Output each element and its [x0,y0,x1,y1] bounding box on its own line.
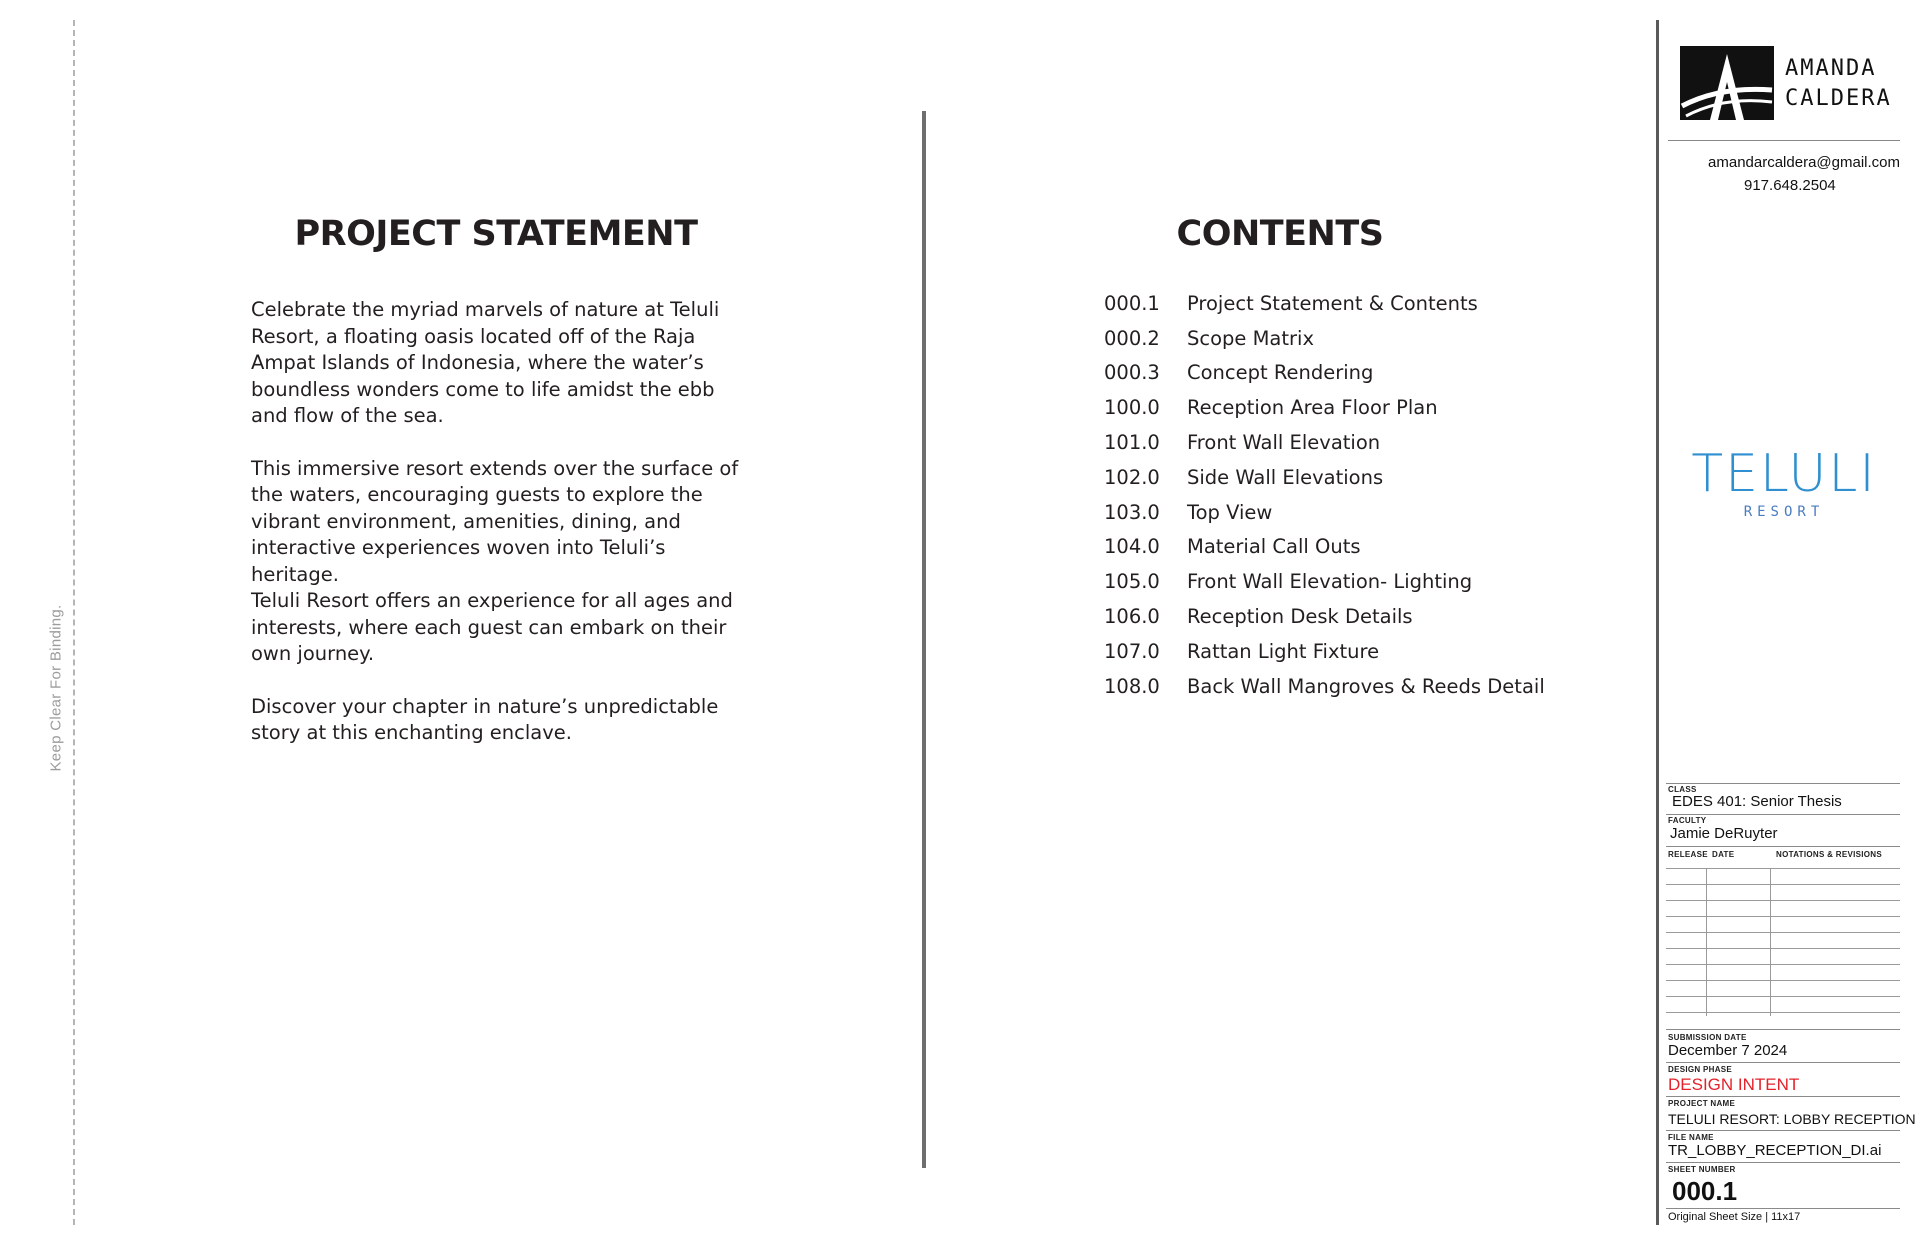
submission-date-value: December 7 2024 [1668,1042,1788,1059]
sheet-title: Scope Matrix [1187,326,1314,350]
tb-divider [1666,814,1900,815]
sheet-number: 000.3 [1104,361,1160,385]
sheet-number: 102.0 [1104,465,1160,489]
statement-heading-wrap [251,214,741,254]
project-name-label: PROJECT NAME [1668,1099,1736,1108]
sheet-number-value: 000.1 [1672,1176,1738,1206]
tb-divider [1666,1208,1900,1209]
contents-item [1104,390,1624,425]
center-divider [922,111,926,1168]
sheet-number: 000.1 [1104,291,1160,315]
designer-phone: 917.648.2504 [1744,177,1836,194]
logo-divider [1668,140,1900,141]
class-label: CLASS [1668,785,1697,794]
statement-paragraph: Discover your chapter in nature’s unpredictable story at this enchanting enclave. [251,694,719,744]
contents-item [1104,634,1624,669]
tb-divider [1666,846,1900,847]
sheet-number: 103.0 [1104,500,1160,524]
contents-item [1104,286,1624,321]
release-label: RELEASE [1668,850,1708,859]
sheet-title: Reception Area Floor Plan [1187,396,1438,420]
sheet-number: 101.0 [1104,431,1160,455]
tb-divider [1666,783,1900,784]
revision-grid-column [1770,868,1771,1016]
project-statement [251,297,751,773]
tb-divider [1666,1029,1900,1030]
revision-grid-line [1666,916,1900,917]
contents-item [1104,599,1624,634]
revision-grid-line [1666,1012,1900,1013]
contents-list [1104,286,1624,704]
contents-item [1104,321,1624,356]
statement-paragraph: Celebrate the myriad marvels of nature at Teluli Resort, a floating oasis located off of the Raja Ampat Islands of Indonesia, where the water’s boundless wonders come to life amidst the ebb and flow of the sea. [251,298,720,427]
designer-logo-icon [1680,46,1774,120]
sheet-number: 107.0 [1104,639,1160,663]
sheet-title: Material Call Outs [1187,535,1361,559]
contents-item [1104,356,1624,391]
tb-divider [1666,1096,1900,1097]
statement-heading: PROJECT STATEMENT [294,214,698,254]
brand-logo-subtitle: RESORT [1743,504,1825,520]
designer-name [1785,54,1892,114]
revision-grid-line [1666,932,1900,933]
sheet-title: Side Wall Elevations [1187,465,1384,489]
file-name-value: TR_LOBBY_RECEPTION_DI.ai [1668,1142,1882,1159]
sheet-size-note: Original Sheet Size | 11x17 [1668,1211,1801,1223]
revision-grid-column [1706,868,1707,1016]
class-value: EDES 401: Senior Thesis [1672,793,1842,810]
sheet-title: Rattan Light Fixture [1187,639,1380,663]
tb-divider [1666,1130,1900,1131]
file-name-label: FILE NAME [1668,1133,1714,1142]
sheet-title: Project Statement & Contents [1187,291,1478,315]
sheet-number: 100.0 [1104,396,1160,420]
revision-grid-line [1666,948,1900,949]
contents-heading: CONTENTS [1176,214,1384,254]
sheet-number: 000.2 [1104,326,1160,350]
notations-label: NOTATIONS & REVISIONS [1776,850,1883,859]
statement-paragraph: Teluli Resort offers an experience for all ages and interests, where each guest can embark on their own journey. [251,589,733,665]
sheet-title: Reception Desk Details [1187,605,1413,629]
contents-item [1104,460,1624,495]
title-block-divider [1656,20,1659,1225]
date-label: DATE [1712,850,1735,859]
contents-item [1104,425,1624,460]
sheet-title: Front Wall Elevation- Lighting [1187,570,1473,594]
sheet-number: 104.0 [1104,535,1160,559]
sheet-number: 106.0 [1104,605,1160,629]
project-name-value: TELULI RESORT: LOBBY RECEPTION [1668,1111,1916,1127]
sheet-title: Back Wall Mangroves & Reeds Detail [1187,674,1545,698]
contents-item [1104,495,1624,530]
submission-date-label: SUBMISSION DATE [1668,1033,1747,1042]
sheet-title: Top View [1187,500,1273,524]
brand-logo-name: TELULI [1691,444,1877,504]
contents-item [1104,530,1624,565]
contents-item [1104,669,1624,704]
design-phase-value: DESIGN INTENT [1668,1075,1800,1094]
designer-first-name: AMANDA [1785,56,1877,81]
revision-grid-line [1666,868,1900,869]
designer-last-name: CALDERA [1785,86,1892,111]
revision-grid-line [1666,980,1900,981]
revision-grid-line [1666,964,1900,965]
faculty-value: Jamie DeRuyter [1670,825,1778,842]
binding-guide-line [73,20,75,1225]
statement-paragraph: This immersive resort extends over the surface of the waters, encouraging guests to explore the vibrant environment, amenities, dining, and interactive experiences woven into Teluli’s heritage. [251,456,739,586]
contents-item [1104,564,1624,599]
faculty-label: FACULTY [1668,816,1707,825]
revision-grid-line [1666,996,1900,997]
design-phase-label: DESIGN PHASE [1668,1065,1733,1074]
sheet-number: 105.0 [1104,570,1160,594]
binding-note: Keep Clear For Binding. [47,604,65,772]
tb-divider [1666,1162,1900,1163]
contents-heading-wrap [1120,214,1440,254]
revision-grid-line [1666,884,1900,885]
sheet-number-label: SHEET NUMBER [1668,1165,1736,1174]
sheet-title: Concept Rendering [1187,361,1374,385]
sheet-number: 108.0 [1104,674,1160,698]
revision-grid-line [1666,900,1900,901]
designer-email: amandarcaldera@gmail.com [1708,154,1900,171]
tb-divider [1666,1062,1900,1063]
sheet-title: Front Wall Elevation [1187,431,1381,455]
